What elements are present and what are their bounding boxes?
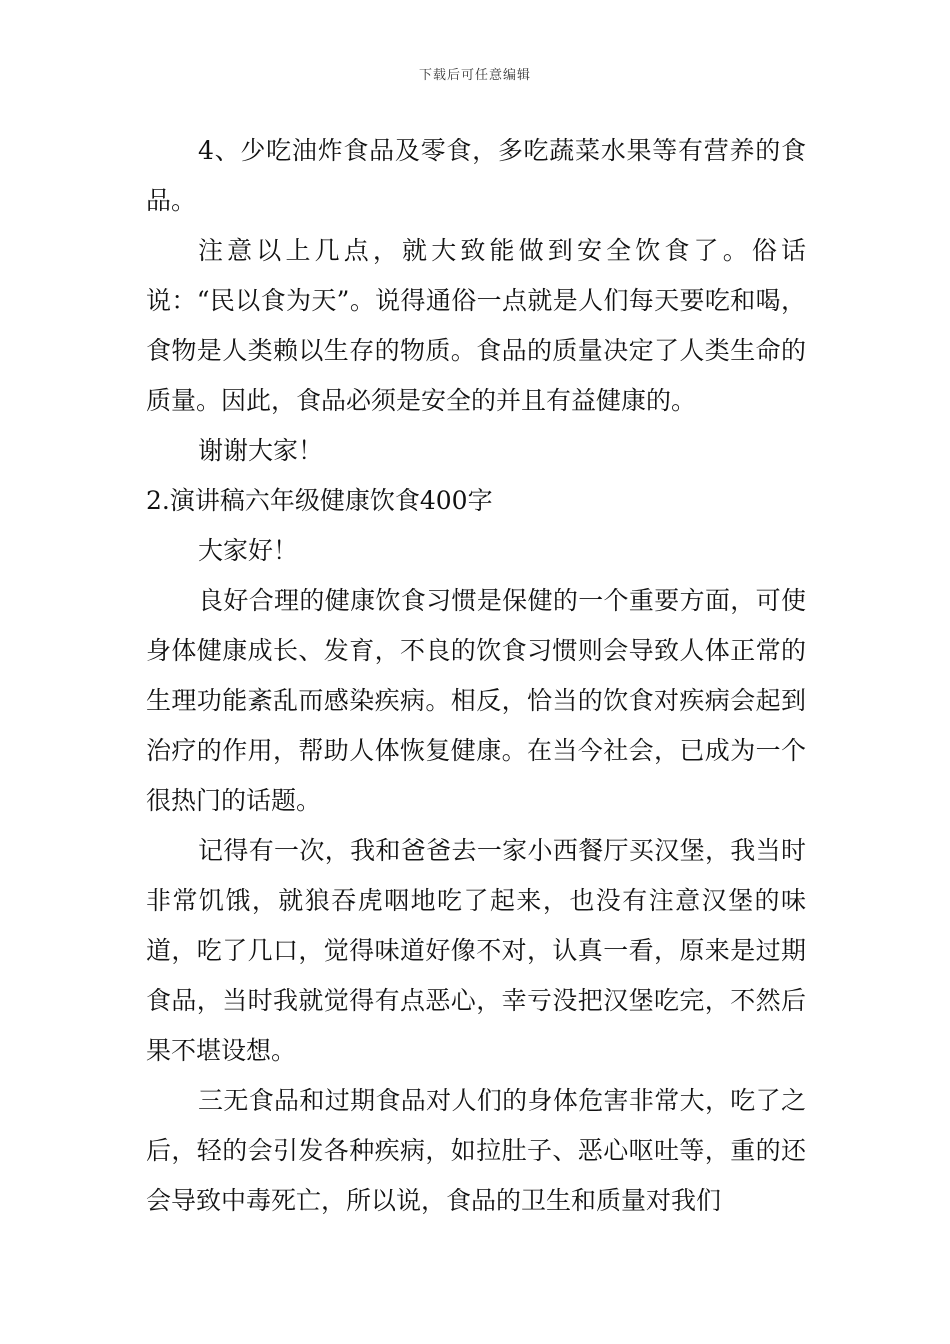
paragraph-healthy-habits: 良好合理的健康饮食习惯是保健的一个重要方面，可使身体健康成长、发育，不良的饮食习惯则会导致人体正常的生理功能紊乱而感染疾病。相反，恰当的饮食对疾病会起到治疗的作用，帮助人体恢复健康。在当今社会，已成为一个很热门的话题。 xyxy=(146,586,806,815)
paragraph-tip-4: 4、少吃油炸食品及零食，多吃蔬菜水果等有营养的食品。 xyxy=(146,136,806,215)
paragraph-thanks: 谢谢大家！ xyxy=(198,436,324,465)
paragraph-greeting: 大家好！ xyxy=(198,536,299,565)
paragraph-food-hazards: 三无食品和过期食品对人们的身体危害非常大，吃了之后，轻的会引发各种疾病，如拉肚子、恶心呕吐等，重的还会导致中毒死亡，所以说，食品的卫生和质量对我们 xyxy=(146,1086,806,1215)
paragraph-summary: 注意以上几点，就大致能做到安全饮食了。俗话说：“民以食为天”。说得通俗一点就是人们每天要吃和喝，食物是人类赖以生存的物质。食品的质量决定了人类生命的质量。因此，食品必须是安全的并且有益健康的。 xyxy=(146,236,806,415)
section-heading: 2.演讲稿六年级健康饮食400字 xyxy=(146,486,493,515)
page-header: 下载后可任意编辑 xyxy=(418,68,531,83)
document-body xyxy=(146,126,806,1226)
paragraph-burger-story: 记得有一次，我和爸爸去一家小西餐厅买汉堡，我当时非常饥饿，就狼吞虎咽地吃了起来，也没有注意汉堡的味道，吃了几口，觉得味道好像不对，认真一看，原来是过期食品，当时我就觉得有点恶心，幸亏没把汉堡吃完，不然后果不堪设想。 xyxy=(146,836,806,1065)
